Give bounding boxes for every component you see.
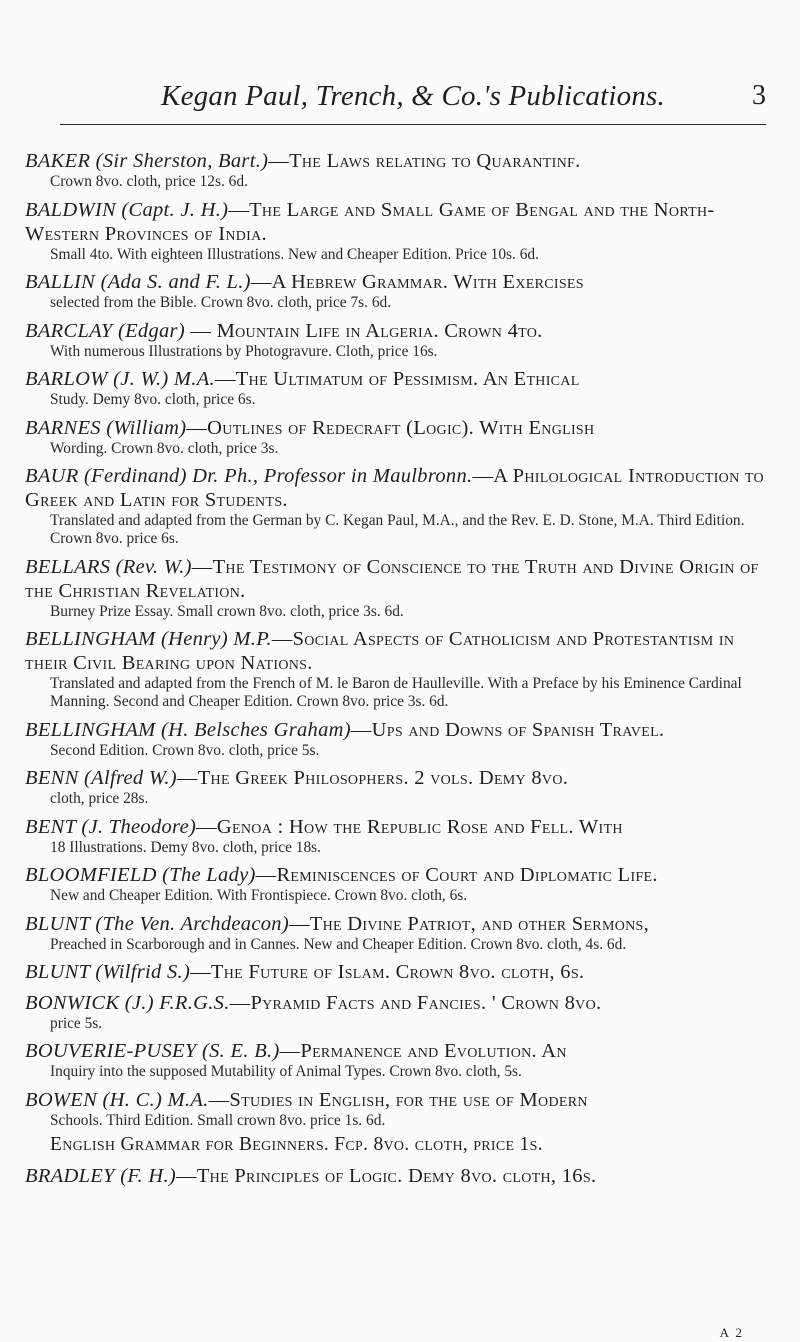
catalogue-entry	[25, 270, 765, 312]
entry-details: cloth, price 28s.	[50, 790, 149, 807]
entry-title: —A Philological Introduction to Greek and Latin for Students.	[25, 465, 764, 511]
entry-details: price 5s.	[50, 1014, 103, 1032]
entry-author: BARCLAY (Edgar)	[25, 319, 185, 342]
entry-title: —Studies in English, for the use of Modern	[208, 1088, 588, 1111]
catalogue-entry	[25, 198, 765, 264]
catalogue-entry	[25, 1039, 765, 1081]
entry-details: Study. Demy 8vo. cloth, price 6s.	[50, 391, 256, 408]
entry-author: BALDWIN (Capt. J. H.)	[25, 198, 229, 221]
entry-title: —Pyramid Facts and Fancies. ' Crown 8vo.	[229, 991, 602, 1014]
entry-author: BLOOMFIELD (The Lady)	[25, 864, 256, 886]
entry-title: —Outlines of Redecraft (Logic). With English	[186, 416, 595, 439]
entry-title: —The Testimony of Conscience to the Truth and Divine Origin of the Christian Revelation.	[25, 555, 759, 602]
catalogue-entry	[25, 1164, 765, 1188]
catalogue-entry	[25, 912, 765, 954]
catalogue-entry	[25, 863, 765, 905]
entry-author: BRADLEY (F. H.)	[25, 1164, 177, 1187]
entry-author: BALLIN (Ada S. and F. L.)	[25, 271, 251, 293]
entry-details: With numerous Illustrations by Photogravure. Cloth, price 16s.	[50, 342, 438, 360]
catalogue-entry	[25, 766, 765, 808]
catalogue-entry	[25, 367, 765, 409]
catalogue-entry	[25, 149, 765, 191]
entry-author: BAUR (Ferdinand) Dr. Ph., Professor in Maulbronn.	[25, 465, 473, 487]
catalogue-entry	[25, 1133, 765, 1157]
catalogue-entry	[25, 627, 765, 711]
entry-author: BOWEN (H. C.) M.A.	[25, 1088, 209, 1111]
entry-title: —Ups and Downs of Spanish Travel.	[350, 718, 665, 741]
entry-details: Burney Prize Essay. Small crown 8vo. cloth, price 3s. 6d.	[50, 602, 404, 620]
catalogue-entry	[25, 960, 765, 984]
entry-author: BONWICK (J.) F.R.G.S.	[25, 991, 230, 1014]
catalogue-entry	[25, 319, 765, 361]
entry-details: Crown 8vo. cloth, price 12s. 6d.	[50, 173, 248, 190]
entry-title: —The Large and Small Game of Bengal and the North-Western Provinces of India.	[25, 198, 715, 245]
entry-title: English Grammar for Beginners. Fcp. 8vo. cloth, price 1s.	[50, 1134, 543, 1155]
entry-details: Inquiry into the supposed Mutability of Animal Types. Crown 8vo. cloth, 5s.	[50, 1063, 522, 1080]
catalogue-entry	[25, 991, 765, 1033]
entry-author: BOUVERIE-PUSEY (S. E. B.)	[25, 1040, 280, 1062]
entry-author: BELLINGHAM (Henry) M.P.	[25, 628, 272, 650]
entry-title: —The Principles of Logic. Demy 8vo. cloth, 16s.	[176, 1164, 597, 1187]
catalogue-entries	[25, 149, 765, 1194]
entry-title: —Genoa : How the Republic Rose and Fell. With	[196, 815, 623, 838]
entry-title: —Permanence and Evolution. An	[279, 1040, 567, 1062]
entry-author: BELLARS (Rev. W.)	[25, 555, 192, 578]
entry-title: — Mountain Life in Algeria. Crown 4to.	[184, 319, 543, 342]
entry-author: BAKER (Sir Sherston, Bart.)	[25, 150, 269, 172]
entry-details: Small 4to. With eighteen Illustrations. New and Cheaper Edition. Price 10s. 6d.	[50, 245, 539, 263]
entry-author: BLUNT (Wilfrid S.)	[25, 961, 191, 983]
entry-details: selected from the Bible. Crown 8vo. cloth, price 7s. 6d.	[50, 294, 392, 311]
catalogue-entry	[25, 1088, 765, 1130]
catalogue-entry	[25, 718, 765, 760]
entry-details: Schools. Third Edition. Small crown 8vo. price 1s. 6d.	[50, 1111, 386, 1129]
page-number: 3	[752, 80, 766, 111]
entry-author: BARNES (William)	[25, 416, 187, 439]
catalogue-entry	[25, 416, 765, 458]
entry-title: —The Future of Islam. Crown 8vo. cloth, 6s.	[190, 961, 585, 983]
entry-author: BARLOW (J. W.) M.A.	[25, 368, 215, 390]
catalogue-entry	[25, 815, 765, 857]
entry-details: Preached in Scarborough and in Cannes. New and Cheaper Edition. Crown 8vo. cloth, 4s. 6d.	[50, 935, 627, 953]
entry-author: BENN (Alfred W.)	[25, 767, 177, 789]
entry-title: —The Greek Philosophers. 2 vols. Demy 8vo.	[176, 767, 569, 789]
header-title: Kegan Paul, Trench, & Co.'s Publications.	[161, 80, 665, 112]
entry-title: —Reminiscences of Court and Diplomatic Life.	[255, 864, 658, 886]
running-header	[60, 80, 766, 125]
entry-title: —The Ultimatum of Pessimism. An Ethical	[214, 368, 580, 390]
entry-details: Wording. Crown 8vo. cloth, price 3s.	[50, 439, 279, 457]
entry-title: —The Divine Patriot, and other Sermons,	[288, 912, 650, 935]
entry-details: Second Edition. Crown 8vo. cloth, price 5s.	[50, 741, 320, 759]
catalogue-entry	[25, 555, 765, 621]
entry-title: —The Laws relating to Quarantinf.	[268, 150, 581, 172]
signature-mark: A 2	[719, 1325, 744, 1340]
entry-title: —Social Aspects of Catholicism and Protestantism in their Civil Bearing upon Nations.	[25, 628, 735, 674]
catalogue-entry	[25, 464, 765, 548]
entry-details: Translated and adapted from the German by C. Kegan Paul, M.A., and the Rev. E. D. Stone, M.A. Third Edition. Crown 8vo. price 6s.	[50, 512, 745, 547]
entry-details: New and Cheaper Edition. With Frontispiece. Crown 8vo. cloth, 6s.	[50, 887, 468, 904]
entry-author: BELLINGHAM (H. Belsches Graham)	[25, 718, 351, 741]
entry-details: Translated and adapted from the French of M. le Baron de Haulleville. With a Preface by his Eminence Cardinal Manning. Second and Cheaper Edition. Crown 8vo. price 3s. 6d.	[50, 675, 742, 710]
entry-title: —A Hebrew Grammar. With Exercises	[250, 271, 584, 293]
entry-details: 18 Illustrations. Demy 8vo. cloth, price 18s.	[50, 838, 322, 856]
entry-author: BENT (J. Theodore)	[25, 815, 197, 838]
entry-author: BLUNT (The Ven. Archdeacon)	[25, 912, 289, 935]
